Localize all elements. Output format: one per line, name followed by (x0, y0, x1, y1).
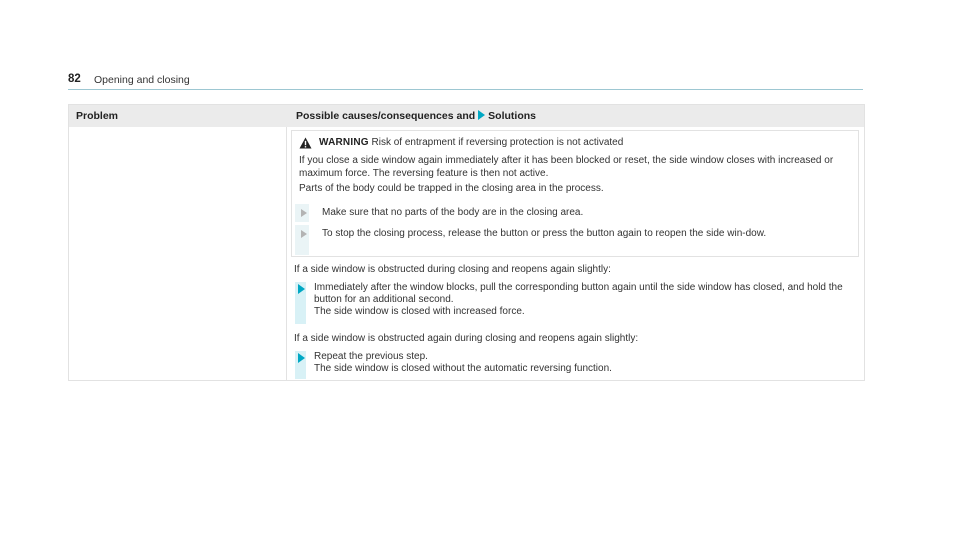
warning-paragraph: Parts of the body could be trapped in the closing area in the process. (299, 183, 604, 194)
intro-text: If a side window is obstructed during closing and reopens again slightly: (294, 264, 611, 275)
step-result: The side window is closed with increased force. (314, 306, 525, 317)
arrow-right-icon (301, 230, 307, 238)
warning-box (291, 130, 859, 257)
column-header-solutions (296, 110, 536, 122)
column-header-problem: Problem (76, 110, 119, 122)
section-title: Opening and closing (94, 74, 190, 86)
problem-solutions-table (68, 104, 865, 381)
header-rule (68, 89, 863, 90)
arrow-right-icon (478, 110, 485, 120)
warning-title (319, 137, 623, 148)
column-header-solutions-suffix: Solutions (488, 110, 537, 122)
warning-title-text: Risk of entrapment if reversing protection is not activated (371, 137, 624, 148)
warning-label: WARNING (319, 137, 369, 148)
arrow-right-icon (298, 284, 305, 294)
arrow-right-icon (301, 209, 307, 217)
warning-paragraph: If you close a side window again immediately after it has been blocked or reset, the side window closes with increased or maximum force. The reversing feature is then not active. (299, 155, 834, 179)
warning-triangle-icon (299, 137, 312, 149)
table-header-row (69, 105, 864, 127)
step-text: Repeat the previous step. (314, 351, 428, 362)
page-header (68, 70, 863, 90)
instruction-step (314, 282, 854, 318)
intro-text: If a side window is obstructed again during closing and reopens again slightly: (294, 333, 639, 344)
step-text: Immediately after the window blocks, pull the corresponding button again until the side window has closed, and hold the button for an additional second. (314, 282, 843, 305)
page-number: 82 (68, 73, 81, 85)
warning-step-text: Make sure that no parts of the body are in the closing area. (322, 207, 584, 218)
instruction-step (314, 351, 854, 375)
arrow-right-icon (298, 353, 305, 363)
warning-step-text: To stop the closing process, release the button or press the button again to reopen the side win-dow. (322, 228, 767, 239)
column-divider (286, 127, 287, 380)
step-result: The side window is closed without the automatic reversing function. (314, 363, 612, 374)
column-header-solutions-prefix: Possible causes/consequences and (296, 110, 476, 122)
